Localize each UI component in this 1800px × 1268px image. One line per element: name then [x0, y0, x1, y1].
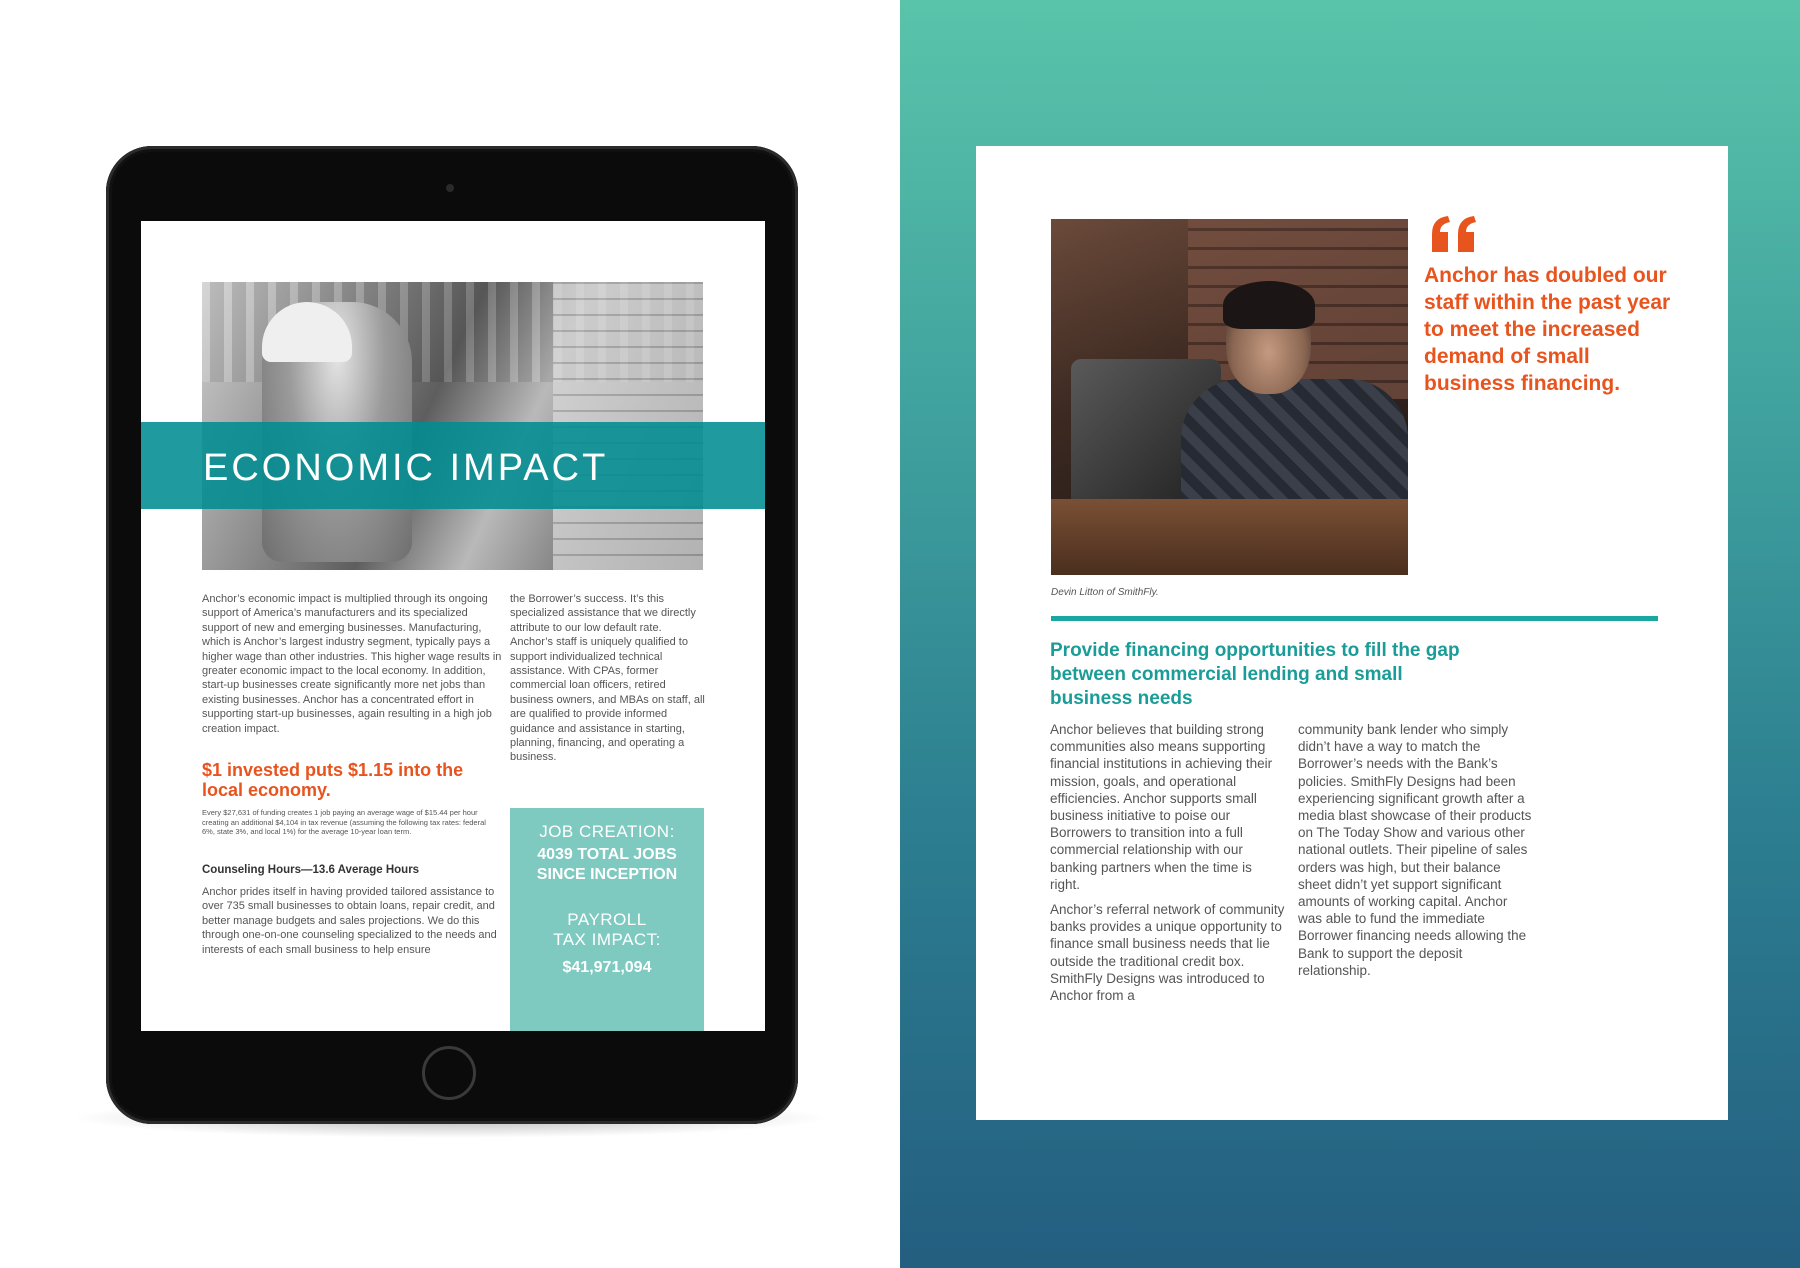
camera-icon	[446, 184, 454, 192]
intro-paragraph: Anchor’s economic impact is multiplied through its ongoing support of America’s manufacturers and its specialized support of new and emerging businesses. Manufacturing, which is Anchor’s largest industry segment, typically pays a higher wage than other industries. This higher wage results in greater economic impact to the local economy. In addition, start-up businesses create significantly more net jobs than existing businesses. Anchor has a concentrated effort in supporting start-up businesses, again resulting in a high job creation impact.	[202, 593, 502, 735]
tablet-device	[106, 146, 798, 1124]
counseling-paragraph: Anchor prides itself in having provided tailored assistance to over 735 small businesses to obtain loans, repair credit, and better manage budgets and sales projections. We do this through one-on-one counseling specialized to the needs and interests of each small business to help ensure	[202, 886, 497, 956]
portrait-photo	[1051, 219, 1408, 575]
job-creation-label: JOB CREATION:	[539, 822, 675, 841]
section-heading: Provide financing opportunities to fill the gap between commercial lending and small business needs	[1050, 640, 1460, 709]
tablet-screen	[141, 221, 765, 1031]
investment-heading: $1 invested puts $1.15 into the local economy.	[202, 760, 464, 800]
document-page	[976, 146, 1728, 1120]
photo-caption: Devin Litton of SmithFly.	[1051, 587, 1159, 598]
stats-box	[510, 808, 704, 1031]
payroll-tax-label: PAYROLL TAX IMPACT:	[553, 910, 661, 949]
pull-quote: Anchor has doubled our staff within the past year to meet the increased demand of small business financing.	[1424, 264, 1671, 395]
article-paragraph-2: Anchor’s referral network of community banks provides a unique opportunity to finance small business needs that lie outside the traditional credit box. SmithFly Designs was introduced to Anchor from a	[1050, 902, 1285, 1004]
home-button[interactable]	[422, 1046, 476, 1100]
article-paragraph-1: Anchor believes that building strong communities also means supporting financial institutions in achieving their mission, goals, and operational efficiencies. Anchor supports small business initiative to poise our Borrowers to transition into a full commercial relationship with our banking partners when the time is right.	[1050, 722, 1273, 892]
article-column-2	[1298, 721, 1533, 979]
article-column-1	[1050, 721, 1285, 1004]
counseling-heading: Counseling Hours—13.6 Average Hours	[202, 864, 420, 876]
payroll-tax-value: $41,971,094	[562, 959, 652, 976]
counseling-column	[202, 885, 502, 957]
article-paragraph-3: community bank lender who simply didn’t have a way to match the Borrower’s needs with the Bank’s policies. SmithFly Designs had been experiencing significant growth after a media blast showcase of their products on The Today Show and various other national outlets. Their pipeline of sales orders was high, but their balance sheet didn’t yet support significant amounts of working capital. Anchor was able to fund the immediate Borrower financing needs allowing the Bank to support the deposit relationship.	[1298, 722, 1532, 978]
fine-print: Every $27,631 of funding creates 1 job paying an average wage of $15.44 per hour creating an additional $4,104 in tax revenue (assuming the following tax rates: federal 6%, state 3%, and local 1%) for the average 10-year loan term.	[202, 808, 486, 836]
section-divider	[1051, 616, 1658, 621]
quote-mark-icon	[1428, 214, 1488, 254]
body-column-1	[202, 592, 502, 736]
body-column-2	[510, 592, 705, 765]
page-title: ECONOMIC IMPACT	[203, 447, 609, 489]
success-paragraph: the Borrower’s success. It’s this specialized assistance that we directly attribute to our low default rate. Anchor’s staff is uniquely qualified to support individualized technical assistance. With CPAs, former commercial loan officers, retired business owners, and MBAs on staff, all are qualified to provide informed guidance and assistance in starting, planning, financing, and operating a business.	[510, 593, 705, 764]
job-creation-value: 4039 TOTAL JOBS SINCE INCEPTION	[536, 846, 678, 883]
